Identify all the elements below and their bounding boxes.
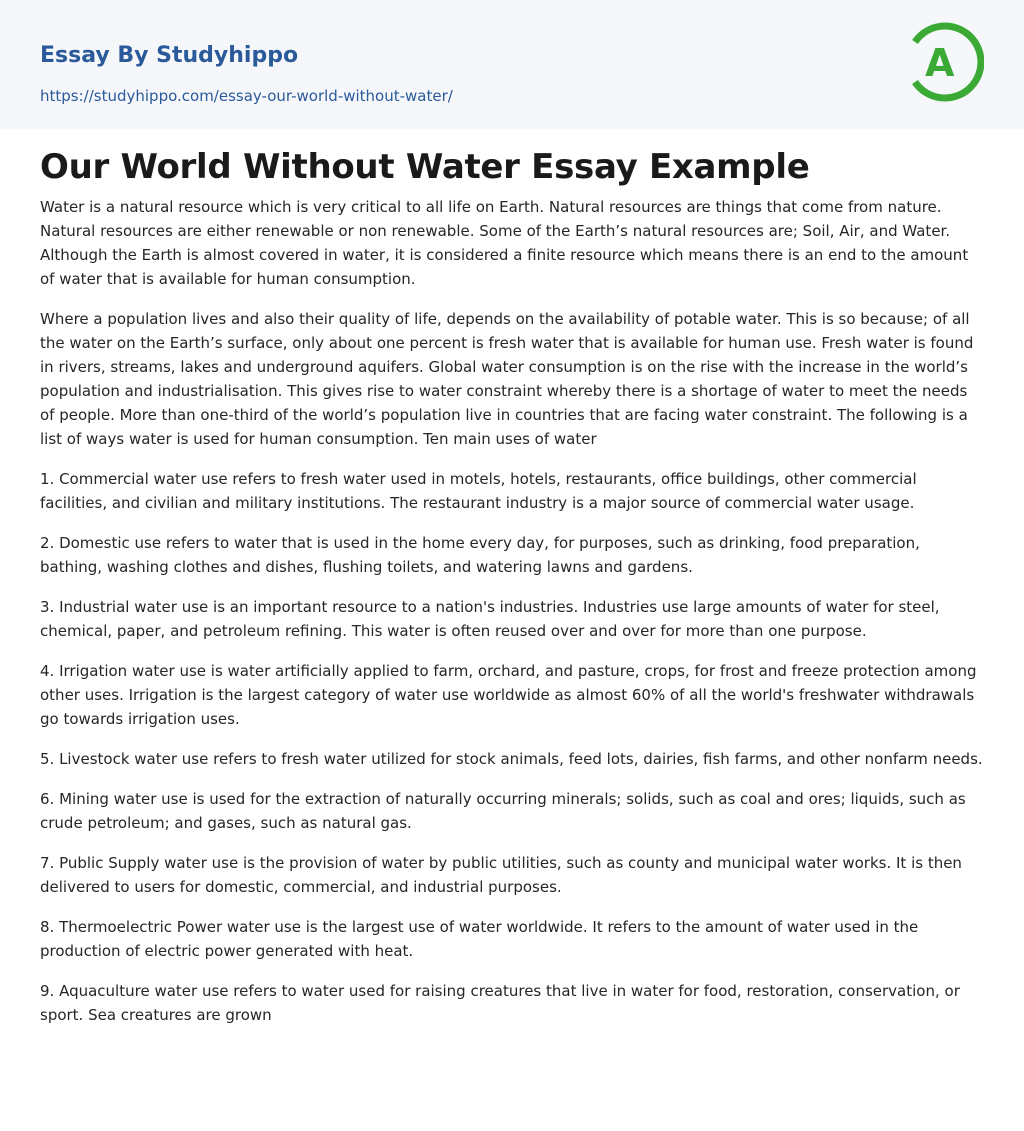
logo-letter: A (925, 41, 955, 85)
article (0, 129, 1024, 1027)
list-item-domestic: 2. Domestic use refers to water that is used in the home every day, for purposes, such as drinking, food preparation, bathing, washing clothes and dishes, flushing toilets, and watering lawns and gardens. (40, 534, 920, 576)
list-item-public-supply: 7. Public Supply water use is the provision of water by public utilities, such as county and municipal water works. It is then delivered to users for domestic, commercial, and industrial purposes. (40, 854, 962, 896)
article-title: Our World Without Water Essay Example (40, 147, 810, 187)
list-item-mining: 6. Mining water use is used for the extraction of naturally occurring minerals; solids, such as coal and ores; liquids, such as crude petroleum; and gases, such as natural gas. (40, 790, 966, 832)
list-item-thermoelectric: 8. Thermoelectric Power water use is the largest use of water worldwide. It refers to the amount of water used in the production of electric power generated with heat. (40, 918, 919, 960)
site-brand[interactable]: Essay By Studyhippo (40, 43, 299, 68)
paragraph-population: Where a population lives and also their quality of life, depends on the availability of potable water. This is so because; of all the water on the Earth’s surface, only about one percent is fresh water that is available for human use. Fresh water is found in rivers, streams, lakes and underground aquifers. Global water consumption is on the rise with the increase in the world’s population and industrialisation. This gives rise to water constraint whereby there is a shortage of water to meet the needs of people. More than one-third of the world’s population live in countries that are facing water constraint. The following is a list of ways water is used for human consumption. Ten main uses of water (40, 310, 974, 448)
studyhippo-logo-icon[interactable] (900, 20, 984, 104)
article-url-link[interactable]: https://studyhippo.com/essay-our-world-without-water/ (40, 87, 453, 105)
list-item-livestock: 5. Livestock water use refers to fresh water utilized for stock animals, feed lots, dairies, fish farms, and other nonfarm needs. (40, 750, 983, 768)
list-item-aquaculture: 9. Aquaculture water use refers to water used for raising creatures that live in water for food, restoration, conservation, or sport. Sea creatures are grown (40, 982, 960, 1024)
paragraph-intro: Water is a natural resource which is very critical to all life on Earth. Natural resources are things that come from nature. Natural resources are either renewable or non renewable. Some of the Earth’s natural resources are; Soil, Air, and Water. Although the Earth is almost covered in water, it is considered a finite resource which means there is an end to the amount of water that is available for human consumption. (40, 198, 969, 288)
list-item-industrial: 3. Industrial water use is an important resource to a nation's industries. Industries use large amounts of water for steel, chemical, paper, and petroleum refining. This water is often reused over and over for more than one purpose. (40, 598, 940, 640)
site-header (0, 0, 1024, 129)
list-item-commercial: 1. Commercial water use refers to fresh water used in motels, hotels, restaurants, office buildings, other commercial facilities, and civilian and military institutions. The restaurant industry is a major source of commercial water usage. (40, 470, 917, 512)
list-item-irrigation: 4. Irrigation water use is water artificially applied to farm, orchard, and pasture, crops, for frost and freeze protection among other uses. Irrigation is the largest category of water use worldwide as almost 60% of all the world's freshwater withdrawals go towards irrigation uses. (40, 662, 977, 728)
